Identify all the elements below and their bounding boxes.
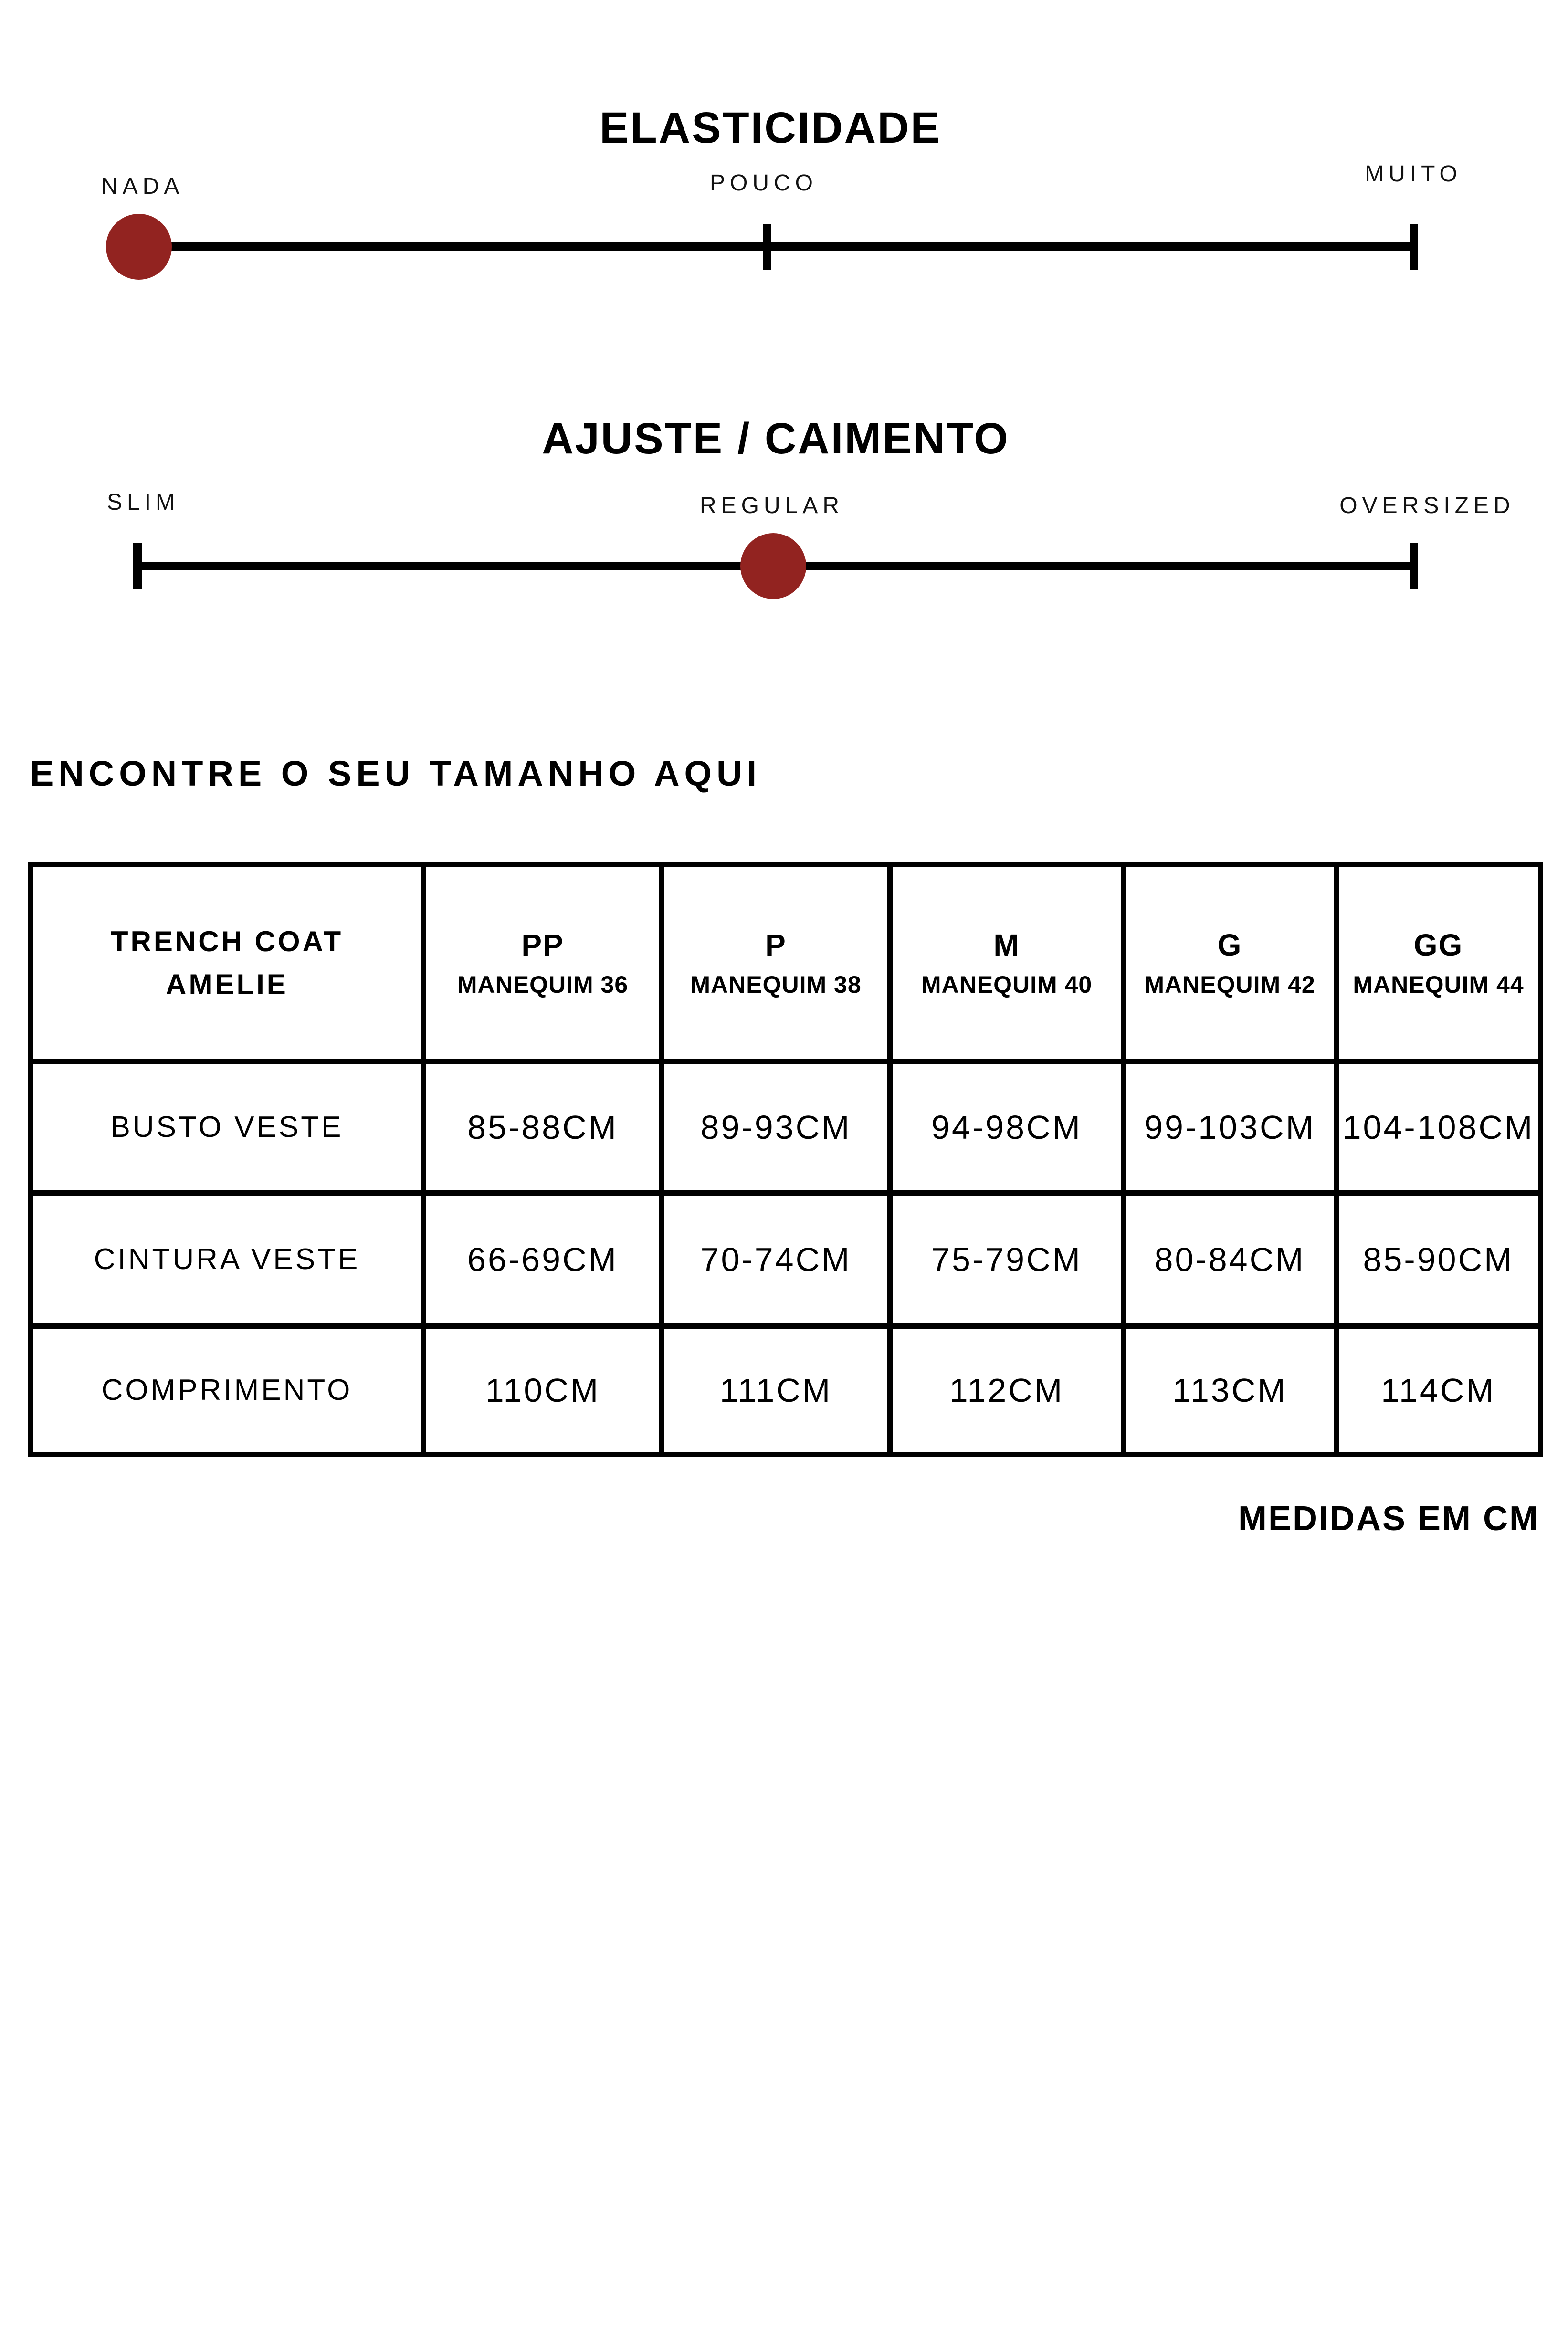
cell-comprimento-g: 113CM — [1124, 1326, 1336, 1455]
cell-cintura-gg: 85-90CM — [1336, 1193, 1541, 1326]
header-cell-size-pp — [424, 865, 662, 1061]
elasticity-slider-marker-dot — [106, 214, 172, 280]
table-header-row — [31, 865, 1541, 1061]
cell-busto-pp: 85-88CM — [424, 1061, 662, 1193]
mannequin-label: MANEQUIM 44 — [1353, 971, 1524, 998]
size-code: M — [993, 927, 1020, 962]
header-cell-size-g — [1124, 865, 1336, 1061]
cell-comprimento-pp: 110CM — [424, 1326, 662, 1455]
fit-section-title: AJUSTE / CAIMENTO — [542, 414, 1010, 463]
fit-slider-tick-min — [133, 543, 142, 589]
header-cell-size-gg — [1336, 865, 1541, 1061]
row-label-comprimento: COMPRIMENTO — [31, 1326, 424, 1455]
cell-busto-p: 89-93CM — [662, 1061, 890, 1193]
cell-comprimento-gg: 114CM — [1336, 1326, 1541, 1455]
measurements-unit-footnote: MEDIDAS EM CM — [1238, 1500, 1539, 1538]
elasticity-label-mid: POUCO — [709, 170, 818, 196]
table-row-comprimento — [31, 1326, 1541, 1455]
fit-label-min: SLIM — [107, 490, 180, 515]
elasticity-label-min: NADA — [101, 174, 184, 199]
fit-slider-marker-dot — [740, 533, 806, 599]
mannequin-label: MANEQUIM 38 — [690, 971, 862, 998]
elasticity-slider-tick-mid — [763, 224, 771, 270]
size-table — [28, 862, 1543, 1457]
header-cell-size-m — [890, 865, 1124, 1061]
mannequin-label: MANEQUIM 40 — [921, 971, 1093, 998]
elasticity-label-max: MUITO — [1365, 161, 1462, 187]
cell-busto-g: 99-103CM — [1124, 1061, 1336, 1193]
cell-comprimento-p: 111CM — [662, 1326, 890, 1455]
product-name-line2: AMELIE — [166, 968, 288, 1000]
cell-cintura-g: 80-84CM — [1124, 1193, 1336, 1326]
row-label-busto: BUSTO VESTE — [31, 1061, 424, 1193]
cell-cintura-m: 75-79CM — [890, 1193, 1124, 1326]
product-name-line1: TRENCH COAT — [110, 925, 344, 957]
fit-slider-tick-max — [1410, 543, 1418, 589]
elasticity-slider-tick-max — [1410, 224, 1418, 270]
mannequin-label: MANEQUIM 36 — [457, 971, 629, 998]
table-row-busto — [31, 1061, 1541, 1193]
fit-label-max: OVERSIZED — [1339, 493, 1515, 518]
size-code: G — [1217, 927, 1242, 962]
header-cell-size-p — [662, 865, 890, 1061]
cell-busto-gg: 104-108CM — [1336, 1061, 1541, 1193]
fit-label-mid: REGULAR — [699, 493, 844, 518]
size-code: P — [765, 927, 787, 962]
table-row-cintura — [31, 1193, 1541, 1326]
elasticity-section-title: ELASTICIDADE — [600, 104, 941, 152]
size-code: PP — [521, 927, 564, 962]
elasticity-slider-track — [139, 242, 1414, 251]
find-your-size-heading: ENCONTRE O SEU TAMANHO AQUI — [30, 754, 762, 793]
cell-cintura-p: 70-74CM — [662, 1193, 890, 1326]
size-code: GG — [1413, 927, 1463, 962]
row-label-cintura: CINTURA VESTE — [31, 1193, 424, 1326]
mannequin-label: MANEQUIM 42 — [1144, 971, 1315, 998]
cell-comprimento-m: 112CM — [890, 1326, 1124, 1455]
cell-cintura-pp: 66-69CM — [424, 1193, 662, 1326]
product-name-cell — [31, 865, 424, 1061]
cell-busto-m: 94-98CM — [890, 1061, 1124, 1193]
